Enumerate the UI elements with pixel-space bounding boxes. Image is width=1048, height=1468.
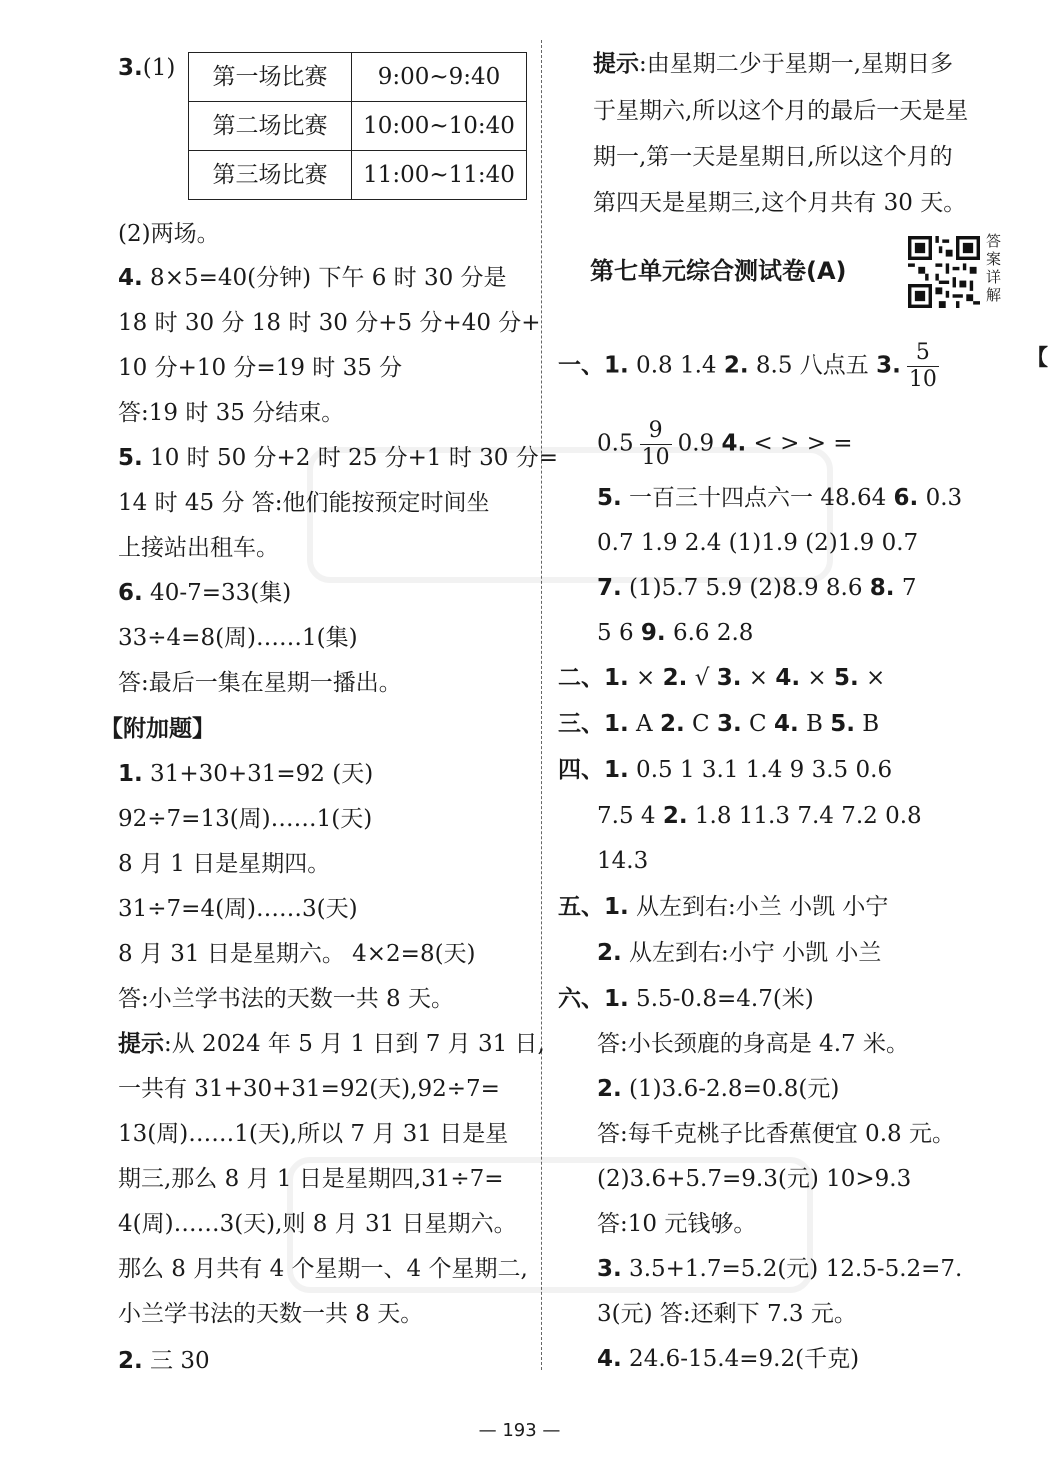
hint-line: 期一,第一天是星期日,所以这个月的 <box>593 144 953 170</box>
answer-line: 14 时 45 分 答:他们能按预定时间坐 <box>118 490 490 516</box>
answer-line: 3. 3.5+1.7=5.2(元) 12.5-5.2=7. <box>597 1256 963 1282</box>
answer-line: 3(元) 答:还剩下 7.3 元。 <box>597 1301 857 1327</box>
answer-line: 答:每千克桃子比香蕉便宜 0.8 元。 <box>597 1121 955 1147</box>
answer-line: 一、1. 0.8 1.4 2. 8.5 八点五 3. $\frac{5}{10}$ <box>558 340 937 392</box>
answer-line: 18 时 30 分 18 时 30 分+5 分+40 分+ <box>118 310 541 336</box>
answer-line: 答:小长颈鹿的身高是 4.7 米。 <box>597 1031 909 1057</box>
answer-line: 答:10 元钱够。 <box>597 1211 757 1237</box>
answer-line: (2)两场。 <box>118 221 220 247</box>
hint-line: 于星期六,所以这个月的最后一天是星 <box>593 98 969 124</box>
answer-line: 答:最后一集在星期一播出。 <box>118 670 402 696</box>
q3-label: 3.(1) <box>118 55 176 81</box>
match-schedule-table <box>188 52 527 200</box>
answer-line: 五、1. 从左到右:小兰 小凯 小宁 <box>558 894 889 920</box>
table-cell: 第一场比赛 <box>189 53 352 102</box>
watermark-icon <box>300 440 840 590</box>
answer-line: 2. 三 30 <box>118 1348 210 1374</box>
answer-line: 上接站出租车。 <box>118 535 279 561</box>
table-row <box>189 102 527 151</box>
answer-line: 答:19 时 35 分结束。 <box>118 400 345 426</box>
answer-line: 0.7 1.9 2.4 (1)1.9 (2)1.9 0.7 <box>597 530 919 556</box>
hint-line: 第四天是星期三,这个月共有 30 天。 <box>593 190 967 216</box>
unit-test-title: 第七单元综合测试卷(A) <box>590 257 847 285</box>
table-cell: 9:00~9:40 <box>352 53 527 102</box>
answer-line: 三、1. A 2. C 3. C 4. B 5. B <box>558 711 880 737</box>
table-cell: 第三场比赛 <box>189 151 352 200</box>
table-cell: 10:00~10:40 <box>352 102 527 151</box>
table-row <box>189 53 527 102</box>
extra-section-title: 【附加题】 <box>100 716 215 742</box>
answer-line: 6. 40-7=33(集) <box>118 580 292 606</box>
table-row <box>189 151 527 200</box>
answer-line: 10 分+10 分=19 时 35 分 <box>118 355 403 381</box>
answer-line: 92÷7=13(周)……1(天) <box>118 806 373 832</box>
answer-line: 4. 8×5=40(分钟) 下午 6 时 30 分是 <box>118 265 507 291</box>
hint-line: 小兰学书法的天数一共 8 天。 <box>118 1301 424 1327</box>
answer-line: 1. 31+30+31=92 (天) <box>118 761 374 787</box>
fraction: $\frac{5}{10}$ <box>908 340 937 392</box>
answer-line: 5. 10 时 50 分+2 时 25 分+1 时 30 分= <box>118 445 559 471</box>
answer-line: 7. (1)5.7 5.9 (2)8.9 8.6 8. 7 <box>597 575 917 601</box>
answer-line: 0.5 $\frac{9}{10}$ 0.9 4. < > > = <box>597 418 853 470</box>
hint-line: 期三,那么 8 月 1 日是星期四,31÷7= <box>118 1166 504 1192</box>
answer-line: 六、1. 5.5-0.8=4.7(米) <box>558 986 814 1012</box>
answer-line: 2. (1)3.6-2.8=0.8(元) <box>597 1076 840 1102</box>
table-cell: 11:00~11:40 <box>352 151 527 200</box>
hint-line: 提示:由星期二少于星期一,星期日多 <box>593 51 954 77</box>
fraction: $\frac{9}{10}$ <box>641 418 670 470</box>
answer-line: 33÷4=8(周)……1(集) <box>118 625 358 651</box>
hint-line: 那么 8 月共有 4 个星期一、4 个星期二, <box>118 1256 528 1282</box>
hint-line: 提示:从 2024 年 5 月 1 日到 7 月 31 日, <box>118 1031 545 1057</box>
page-number: — 193 — <box>478 1420 561 1441</box>
answer-line: 四、1. 0.5 1 3.1 1.4 9 3.5 0.6 <box>558 757 893 783</box>
answer-line: 31÷7=4(周)……3(天) <box>118 896 358 922</box>
answer-line: 二、1. × 2. √ 3. × 4. × 5. × <box>558 665 886 691</box>
hint-line: 4(周)……3(天),则 8 月 31 日星期六。 <box>118 1211 517 1237</box>
answer-line: (2)3.6+5.7=9.3(元) 10>9.3 <box>597 1166 912 1192</box>
answer-line: 7.5 4 2. 1.8 11.3 7.4 7.2 0.8 <box>597 803 922 829</box>
answer-line: 2. 从左到右:小宁 小凯 小兰 <box>597 940 882 966</box>
answer-line: 答:小兰学书法的天数一共 8 天。 <box>118 986 455 1012</box>
hint-line: 13(周)……1(天),所以 7 月 31 日是星 <box>118 1121 509 1147</box>
table-cell: 第二场比赛 <box>189 102 352 151</box>
answer-line: 8 月 31 日是星期六。 4×2=8(天) <box>118 941 476 967</box>
qr-code-label: 答案详解 <box>986 232 1002 304</box>
watermark-icon <box>280 1150 820 1300</box>
answer-line: 14.3 <box>597 848 649 874</box>
hint-line: 一共有 31+30+31=92(天),92÷7= <box>118 1076 500 1102</box>
qr-code-icon[interactable] <box>908 236 980 308</box>
answer-line: 8 月 1 日是星期四。 <box>118 851 331 877</box>
answer-line: 5 6 9. 6.6 2.8 <box>597 620 754 646</box>
answer-line: 5. 一百三十四点六一 48.64 6. 0.3 <box>597 485 963 511</box>
answer-line: 4. 24.6-15.4=9.2(千克) <box>597 1346 860 1372</box>
edge-bracket-mark: 【 <box>1026 345 1048 371</box>
